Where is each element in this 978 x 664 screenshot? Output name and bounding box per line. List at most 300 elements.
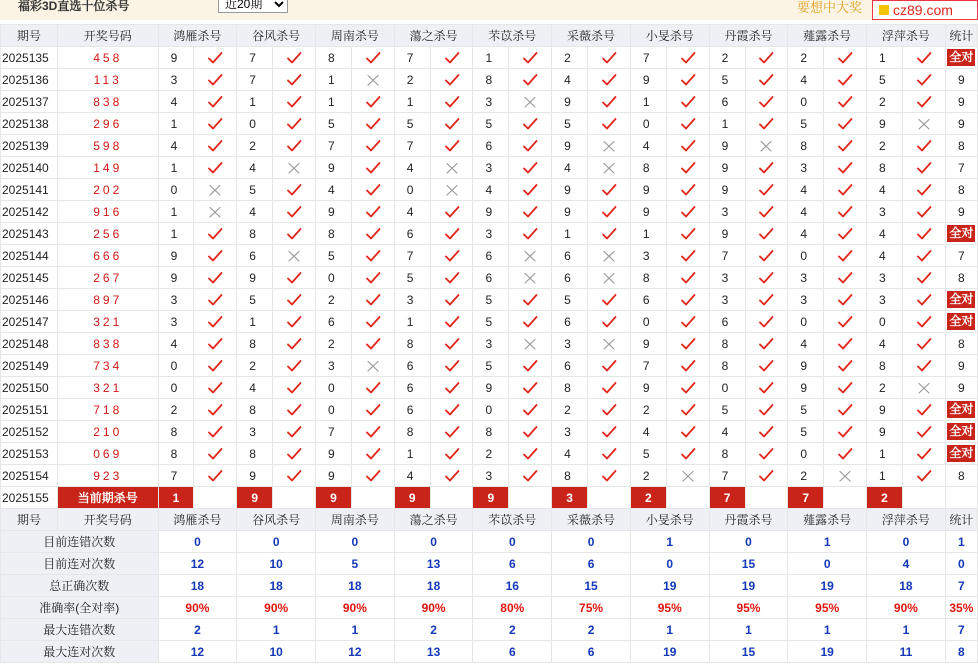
summary-value: 10 — [237, 641, 316, 663]
result-mark-cell — [745, 157, 788, 179]
cross-mark-icon — [601, 337, 617, 351]
kill-number-cell: 5 — [473, 289, 509, 311]
table-row — [1, 289, 978, 311]
kill-number-cell: 4 — [237, 377, 273, 399]
kill-number-cell: 2 — [316, 333, 352, 355]
result-mark-cell — [588, 289, 631, 311]
check-mark-icon — [207, 315, 223, 329]
kill-number-cell: 8 — [630, 267, 666, 289]
header-expert: 周南杀号 — [316, 509, 395, 531]
cross-mark-icon — [601, 271, 617, 285]
summary-stat: 35% — [945, 597, 977, 619]
kill-number-cell: 9 — [158, 245, 194, 267]
stat-cell — [945, 47, 977, 69]
kill-number-cell: 4 — [867, 333, 903, 355]
result-mark-cell — [430, 201, 473, 223]
kill-number-cell: 9 — [473, 201, 509, 223]
check-mark-icon — [837, 183, 853, 197]
kill-number-cell: 6 — [473, 245, 509, 267]
check-mark-icon — [207, 117, 223, 131]
result-mark-cell — [666, 377, 709, 399]
kill-number-cell: 2 — [867, 135, 903, 157]
kill-number-cell: 9 — [709, 179, 745, 201]
draw-numbers-cell: 149 — [57, 157, 158, 179]
result-mark-cell — [194, 157, 237, 179]
header-expert: 周南杀号 — [316, 25, 395, 47]
result-mark-cell — [273, 333, 316, 355]
summary-value: 19 — [630, 641, 709, 663]
issue-cell: 2025151 — [1, 399, 58, 421]
check-mark-icon — [837, 117, 853, 131]
check-mark-icon — [286, 51, 302, 65]
result-mark-cell — [273, 311, 316, 333]
summary-stat: 7 — [945, 575, 977, 597]
check-mark-icon — [916, 293, 932, 307]
result-mark-cell — [902, 135, 945, 157]
kill-number-cell: 1 — [237, 311, 273, 333]
issue-cell: 2025150 — [1, 377, 58, 399]
result-mark-cell — [902, 179, 945, 201]
check-mark-icon — [522, 469, 538, 483]
check-mark-icon — [444, 95, 460, 109]
result-mark-cell — [745, 311, 788, 333]
result-mark-cell — [902, 69, 945, 91]
kill-number-cell: 2 — [237, 355, 273, 377]
summary-value: 19 — [788, 575, 867, 597]
issue-cell: 2025140 — [1, 157, 58, 179]
kill-number-cell: 3 — [394, 289, 430, 311]
check-mark-icon — [916, 161, 932, 175]
result-mark-cell — [824, 267, 867, 289]
check-mark-icon — [601, 469, 617, 483]
kill-number-cell: 1 — [158, 157, 194, 179]
check-mark-icon — [286, 381, 302, 395]
summary-value: 18 — [316, 575, 395, 597]
summary-value: 13 — [394, 641, 473, 663]
result-mark-cell — [824, 245, 867, 267]
result-mark-cell — [588, 311, 631, 333]
result-mark-cell — [824, 399, 867, 421]
result-mark-cell — [666, 179, 709, 201]
summary-value: 19 — [630, 575, 709, 597]
result-mark-cell — [745, 113, 788, 135]
header-issue: 期号 — [1, 509, 58, 531]
stat-cell — [945, 113, 977, 135]
check-mark-icon — [758, 469, 774, 483]
current-kill-blank — [351, 487, 394, 509]
summary-value: 19 — [788, 641, 867, 663]
stat-cell — [945, 443, 977, 465]
kill-number-cell: 6 — [394, 223, 430, 245]
stat-value: 9 — [958, 94, 965, 109]
summary-value: 0 — [552, 531, 631, 553]
current-kill-number: 2 — [630, 487, 666, 509]
result-mark-cell — [666, 201, 709, 223]
check-mark-icon — [207, 381, 223, 395]
result-mark-cell — [902, 355, 945, 377]
kill-number-cell: 3 — [552, 333, 588, 355]
kill-number-cell: 4 — [158, 91, 194, 113]
result-mark-cell — [745, 135, 788, 157]
stat-cell — [945, 91, 977, 113]
kill-number-cell: 4 — [709, 421, 745, 443]
kill-number-cell: 2 — [709, 47, 745, 69]
kill-number-cell: 8 — [237, 399, 273, 421]
summary-row — [1, 531, 978, 553]
period-range-select[interactable] — [218, 0, 288, 13]
result-mark-cell — [194, 135, 237, 157]
check-mark-icon — [286, 95, 302, 109]
kill-number-cell: 4 — [394, 465, 430, 487]
issue-cell: 2025154 — [1, 465, 58, 487]
check-mark-icon — [365, 227, 381, 241]
result-mark-cell — [351, 47, 394, 69]
current-kill-blank — [430, 487, 473, 509]
check-mark-icon — [207, 249, 223, 263]
result-mark-cell — [824, 157, 867, 179]
check-mark-icon — [444, 73, 460, 87]
summary-value: 90% — [394, 597, 473, 619]
current-kill-blank — [666, 487, 709, 509]
kill-number-cell: 7 — [158, 465, 194, 487]
check-mark-icon — [680, 271, 696, 285]
result-mark-cell — [509, 69, 552, 91]
check-mark-icon — [522, 51, 538, 65]
result-mark-cell — [666, 113, 709, 135]
kill-number-cell: 0 — [158, 179, 194, 201]
stat-cell — [945, 245, 977, 267]
stat-value: 8 — [958, 138, 965, 153]
check-mark-icon — [207, 227, 223, 241]
check-mark-icon — [207, 293, 223, 307]
issue-cell: 2025138 — [1, 113, 58, 135]
kill-number-cell: 2 — [158, 399, 194, 421]
result-mark-cell — [588, 157, 631, 179]
draw-numbers-cell: 598 — [57, 135, 158, 157]
current-kill-blank — [588, 487, 631, 509]
result-mark-cell — [588, 333, 631, 355]
kill-number-cell: 5 — [552, 289, 588, 311]
check-mark-icon — [837, 249, 853, 263]
kill-number-cell: 9 — [552, 201, 588, 223]
check-mark-icon — [680, 183, 696, 197]
site-logo[interactable] — [872, 0, 978, 20]
check-mark-icon — [286, 73, 302, 87]
summary-value: 15 — [552, 575, 631, 597]
check-mark-icon — [444, 469, 460, 483]
result-mark-cell — [902, 377, 945, 399]
check-mark-icon — [680, 403, 696, 417]
draw-numbers-cell: 256 — [57, 223, 158, 245]
header-expert: 采薇杀号 — [552, 509, 631, 531]
result-mark-cell — [194, 201, 237, 223]
summary-stat: 0 — [945, 553, 977, 575]
result-mark-cell — [745, 201, 788, 223]
header-expert: 鸿雁杀号 — [158, 509, 237, 531]
summary-label: 目前连对次数 — [1, 553, 159, 575]
result-mark-cell — [509, 333, 552, 355]
kill-number-cell: 4 — [552, 443, 588, 465]
stat-cell — [945, 223, 977, 245]
check-mark-icon — [758, 359, 774, 373]
check-mark-icon — [837, 359, 853, 373]
stat-value: 8 — [958, 270, 965, 285]
check-mark-icon — [601, 293, 617, 307]
summary-row — [1, 575, 978, 597]
kill-number-cell: 4 — [552, 157, 588, 179]
issue-cell: 2025142 — [1, 201, 58, 223]
kill-number-cell: 7 — [237, 47, 273, 69]
table-row — [1, 377, 978, 399]
draw-numbers-cell: 718 — [57, 399, 158, 421]
kill-number-cell: 0 — [316, 377, 352, 399]
check-mark-icon — [365, 447, 381, 461]
draw-numbers-cell: 321 — [57, 311, 158, 333]
result-mark-cell — [194, 113, 237, 135]
stat-cell — [945, 465, 977, 487]
kill-number-cell: 3 — [630, 245, 666, 267]
check-mark-icon — [916, 469, 932, 483]
kill-number-cell: 2 — [788, 465, 824, 487]
check-mark-icon — [680, 315, 696, 329]
cross-mark-icon — [522, 337, 538, 351]
result-mark-cell — [745, 377, 788, 399]
check-mark-icon — [837, 205, 853, 219]
result-mark-cell — [902, 91, 945, 113]
summary-value: 2 — [473, 619, 552, 641]
kill-number-cell: 8 — [237, 443, 273, 465]
kill-number-cell: 4 — [630, 421, 666, 443]
kill-number-cell: 8 — [158, 421, 194, 443]
result-mark-cell — [509, 267, 552, 289]
issue-cell: 2025141 — [1, 179, 58, 201]
check-mark-icon — [286, 139, 302, 153]
check-mark-icon — [680, 227, 696, 241]
kill-number-cell: 5 — [788, 113, 824, 135]
check-mark-icon — [758, 183, 774, 197]
summary-value: 5 — [316, 553, 395, 575]
stat-value: 8 — [958, 182, 965, 197]
result-mark-cell — [902, 245, 945, 267]
kill-number-cell: 8 — [552, 377, 588, 399]
summary-value: 6 — [473, 641, 552, 663]
stat-value: 全对 — [949, 50, 974, 64]
result-mark-cell — [745, 69, 788, 91]
check-mark-icon — [680, 95, 696, 109]
summary-value: 1 — [630, 619, 709, 641]
result-mark-cell — [509, 245, 552, 267]
check-mark-icon — [680, 51, 696, 65]
kill-number-cell: 5 — [394, 267, 430, 289]
summary-value: 80% — [473, 597, 552, 619]
stat-cell — [945, 267, 977, 289]
cross-mark-icon — [680, 469, 696, 483]
check-mark-icon — [365, 51, 381, 65]
kill-number-cell: 8 — [709, 355, 745, 377]
kill-number-cell: 5 — [709, 399, 745, 421]
check-mark-icon — [365, 161, 381, 175]
result-mark-cell — [430, 91, 473, 113]
kill-number-cell: 3 — [473, 465, 509, 487]
result-mark-cell — [666, 267, 709, 289]
summary-value: 95% — [709, 597, 788, 619]
draw-numbers-cell: 838 — [57, 333, 158, 355]
result-mark-cell — [430, 443, 473, 465]
kill-number-cell: 8 — [552, 465, 588, 487]
kill-number-cell: 9 — [237, 465, 273, 487]
cross-mark-icon — [522, 271, 538, 285]
draw-numbers-cell: 838 — [57, 91, 158, 113]
result-mark-cell — [902, 399, 945, 421]
check-mark-icon — [286, 293, 302, 307]
result-mark-cell — [509, 465, 552, 487]
result-mark-cell — [351, 421, 394, 443]
result-mark-cell — [273, 289, 316, 311]
result-mark-cell — [666, 311, 709, 333]
check-mark-icon — [758, 381, 774, 395]
draw-numbers-cell: 458 — [57, 47, 158, 69]
result-mark-cell — [351, 91, 394, 113]
check-mark-icon — [365, 139, 381, 153]
check-mark-icon — [837, 227, 853, 241]
kill-number-cell: 1 — [552, 223, 588, 245]
summary-value: 18 — [394, 575, 473, 597]
check-mark-icon — [837, 403, 853, 417]
result-mark-cell — [824, 377, 867, 399]
header-expert: 小旻杀号 — [630, 25, 709, 47]
header-expert: 芣苡杀号 — [473, 25, 552, 47]
issue-cell: 2025137 — [1, 91, 58, 113]
kill-number-cell: 3 — [867, 267, 903, 289]
check-mark-icon — [522, 161, 538, 175]
check-mark-icon — [365, 117, 381, 131]
result-mark-cell — [273, 157, 316, 179]
check-mark-icon — [601, 183, 617, 197]
result-mark-cell — [194, 333, 237, 355]
check-mark-icon — [601, 359, 617, 373]
result-mark-cell — [902, 421, 945, 443]
kill-number-cell: 9 — [316, 443, 352, 465]
cross-mark-icon — [758, 139, 774, 153]
kill-number-cell: 2 — [552, 399, 588, 421]
kill-number-cell: 8 — [709, 443, 745, 465]
kill-number-cell: 4 — [630, 135, 666, 157]
result-mark-cell — [745, 223, 788, 245]
stat-cell — [945, 201, 977, 223]
result-mark-cell — [194, 47, 237, 69]
result-mark-cell — [824, 223, 867, 245]
stat-cell — [945, 421, 977, 443]
check-mark-icon — [758, 161, 774, 175]
kill-number-cell: 0 — [316, 267, 352, 289]
result-mark-cell — [351, 355, 394, 377]
check-mark-icon — [758, 447, 774, 461]
stat-value: 7 — [958, 248, 965, 263]
result-mark-cell — [824, 311, 867, 333]
current-kill-number: 9 — [473, 487, 509, 509]
result-mark-cell — [588, 245, 631, 267]
check-mark-icon — [758, 425, 774, 439]
check-mark-icon — [837, 73, 853, 87]
summary-label: 目前连错次数 — [1, 531, 159, 553]
result-mark-cell — [430, 399, 473, 421]
issue-cell: 2025149 — [1, 355, 58, 377]
result-mark-cell — [194, 69, 237, 91]
kill-number-cell: 1 — [158, 223, 194, 245]
check-mark-icon — [365, 293, 381, 307]
stat-cell — [945, 333, 977, 355]
kill-number-cell: 9 — [788, 377, 824, 399]
result-mark-cell — [666, 289, 709, 311]
check-mark-icon — [601, 447, 617, 461]
kill-number-cell: 4 — [316, 179, 352, 201]
result-mark-cell — [351, 311, 394, 333]
result-mark-cell — [824, 91, 867, 113]
check-mark-icon — [444, 425, 460, 439]
kill-number-cell: 1 — [630, 91, 666, 113]
kill-number-cell: 0 — [867, 311, 903, 333]
result-mark-cell — [902, 465, 945, 487]
summary-value: 12 — [316, 641, 395, 663]
summary-row — [1, 619, 978, 641]
check-mark-icon — [758, 315, 774, 329]
summary-value: 16 — [473, 575, 552, 597]
draw-numbers-cell: 321 — [57, 377, 158, 399]
table-row — [1, 311, 978, 333]
check-mark-icon — [444, 117, 460, 131]
check-mark-icon — [207, 447, 223, 461]
current-kill-number: 9 — [316, 487, 352, 509]
stat-value: 9 — [958, 380, 965, 395]
kill-number-cell: 1 — [316, 69, 352, 91]
header-numbers: 开奖号码 — [57, 25, 158, 47]
kill-number-cell: 2 — [867, 91, 903, 113]
kill-number-cell: 4 — [237, 201, 273, 223]
header-issue: 期号 — [1, 25, 58, 47]
check-mark-icon — [837, 337, 853, 351]
check-mark-icon — [680, 359, 696, 373]
check-mark-icon — [680, 249, 696, 263]
check-mark-icon — [365, 249, 381, 263]
result-mark-cell — [824, 421, 867, 443]
result-mark-cell — [351, 135, 394, 157]
result-mark-cell — [509, 47, 552, 69]
result-mark-cell — [745, 355, 788, 377]
kill-number-cell: 8 — [316, 47, 352, 69]
kill-number-cell: 7 — [316, 421, 352, 443]
cross-mark-icon — [601, 139, 617, 153]
summary-value: 10 — [237, 553, 316, 575]
result-mark-cell — [430, 113, 473, 135]
summary-value: 6 — [473, 553, 552, 575]
check-mark-icon — [444, 359, 460, 373]
check-mark-icon — [444, 447, 460, 461]
kill-number-cell: 3 — [473, 157, 509, 179]
check-mark-icon — [286, 447, 302, 461]
check-mark-icon — [837, 51, 853, 65]
kill-number-cell: 3 — [158, 289, 194, 311]
result-mark-cell — [273, 399, 316, 421]
check-mark-icon — [365, 271, 381, 285]
kill-number-cell: 9 — [552, 179, 588, 201]
kill-number-cell: 3 — [709, 267, 745, 289]
kill-number-cell: 0 — [788, 91, 824, 113]
table-row — [1, 47, 978, 69]
result-mark-cell — [745, 465, 788, 487]
kill-number-cell: 8 — [630, 157, 666, 179]
check-mark-icon — [916, 403, 932, 417]
kill-number-cell: 9 — [630, 333, 666, 355]
